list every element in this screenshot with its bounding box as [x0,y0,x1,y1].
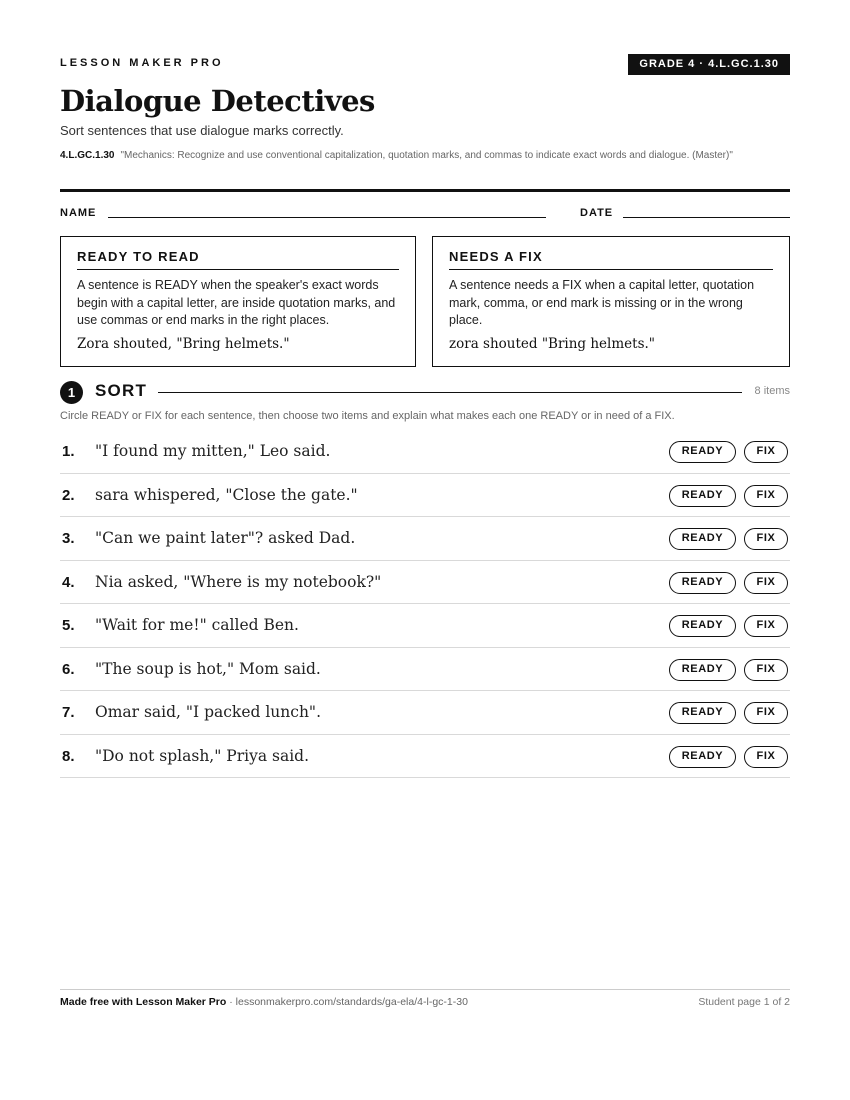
ready-choice[interactable]: READY [669,572,736,594]
section-title: SORT [95,381,148,400]
ready-choice[interactable]: READY [669,485,736,507]
sort-item [60,691,790,735]
item-sentence: "I found my mitten," Leo said. [95,442,331,460]
section-number-badge: 1 [60,381,83,404]
footer-url[interactable]: · lessonmakerpro.com/standards/ga-ela/4-l-gc-1-30 [226,996,468,1008]
name-label: NAME [60,207,97,219]
item-number: 2. [62,486,75,504]
sort-item [60,604,790,648]
sort-item [60,648,790,692]
needs-a-fix-box [432,236,790,367]
ready-choice[interactable]: READY [669,746,736,768]
section-instructions: Circle READY or FIX for each sentence, then choose two items and explain what makes each one READY or in need of a FIX. [60,410,675,422]
item-number: 6. [62,660,75,678]
header-divider [60,189,790,192]
item-sentence: "Wait for me!" called Ben. [95,616,299,634]
sort-item [60,517,790,561]
ready-choice[interactable]: READY [669,659,736,681]
item-sentence: "The soup is hot," Mom said. [95,659,321,678]
standard-text: "Mechanics: Recognize and use conventional capitalization, quotation marks, and commas to indicate exact words and dialogue. (Master)" [120,150,733,161]
fix-choice[interactable]: FIX [744,572,788,594]
footer-made-with: Made free with Lesson Maker Pro [60,996,227,1008]
section-divider [158,392,742,393]
box-example: zora shouted "Bring helmets." [449,335,656,352]
sort-item [60,735,790,779]
grade-badge: GRADE 4 · 4.L.GC.1.30 [628,54,790,75]
name-field[interactable] [108,217,546,218]
box-title: NEEDS A FIX [449,249,773,270]
item-number: 5. [62,617,75,634]
fix-choice[interactable]: FIX [744,746,788,768]
brand-name: LESSON MAKER PRO [60,57,224,69]
worksheet-page [60,0,790,1100]
ready-choice[interactable]: READY [669,441,736,463]
date-label: DATE [580,207,614,219]
sort-item [60,561,790,605]
standard-description [60,148,790,163]
fix-choice[interactable]: FIX [744,615,788,637]
standard-code: 4.L.GC.1.30 [60,150,115,161]
item-number: 4. [62,573,75,591]
item-sentence: Omar said, "I packed lunch". [95,703,321,721]
box-title: READY TO READ [77,249,399,270]
fix-choice[interactable]: FIX [744,528,788,550]
footer-credit [60,996,468,1008]
footer-divider [60,989,790,990]
page-subtitle: Sort sentences that use dialogue marks correctly. [60,123,344,138]
page-indicator: Student page 1 of 2 [698,996,790,1008]
sort-item [60,474,790,518]
ready-to-read-box [60,236,416,367]
item-sentence: "Do not splash," Priya said. [95,746,310,765]
item-sentence: Nia asked, "Where is my notebook?" [95,572,382,591]
ready-choice[interactable]: READY [669,615,736,637]
ready-choice[interactable]: READY [669,528,736,550]
item-number: 7. [62,704,75,721]
item-sentence: "Can we paint later"? asked Dad. [95,529,356,547]
box-example: Zora shouted, "Bring helmets." [77,335,290,352]
ready-choice[interactable]: READY [669,702,736,724]
sort-item-list [60,430,790,778]
item-sentence: sara whispered, "Close the gate." [95,485,358,504]
sort-item [60,430,790,474]
fix-choice[interactable]: FIX [744,441,788,463]
item-count: 8 items [754,385,790,397]
item-number: 1. [62,443,75,460]
fix-choice[interactable]: FIX [744,702,788,724]
page-title: Dialogue Detectives [60,84,375,118]
box-description: A sentence is READY when the speaker's exact words begin with a capital letter, are inside quotation marks, and use commas or end marks in the right places. [77,278,396,327]
item-number: 8. [62,747,75,765]
fix-choice[interactable]: FIX [744,485,788,507]
box-description: A sentence needs a FIX when a capital letter, quotation mark, comma, or end mark is missing or in the wrong place. [449,278,755,327]
item-number: 3. [62,530,75,547]
date-field[interactable] [623,217,790,218]
fix-choice[interactable]: FIX [744,659,788,681]
